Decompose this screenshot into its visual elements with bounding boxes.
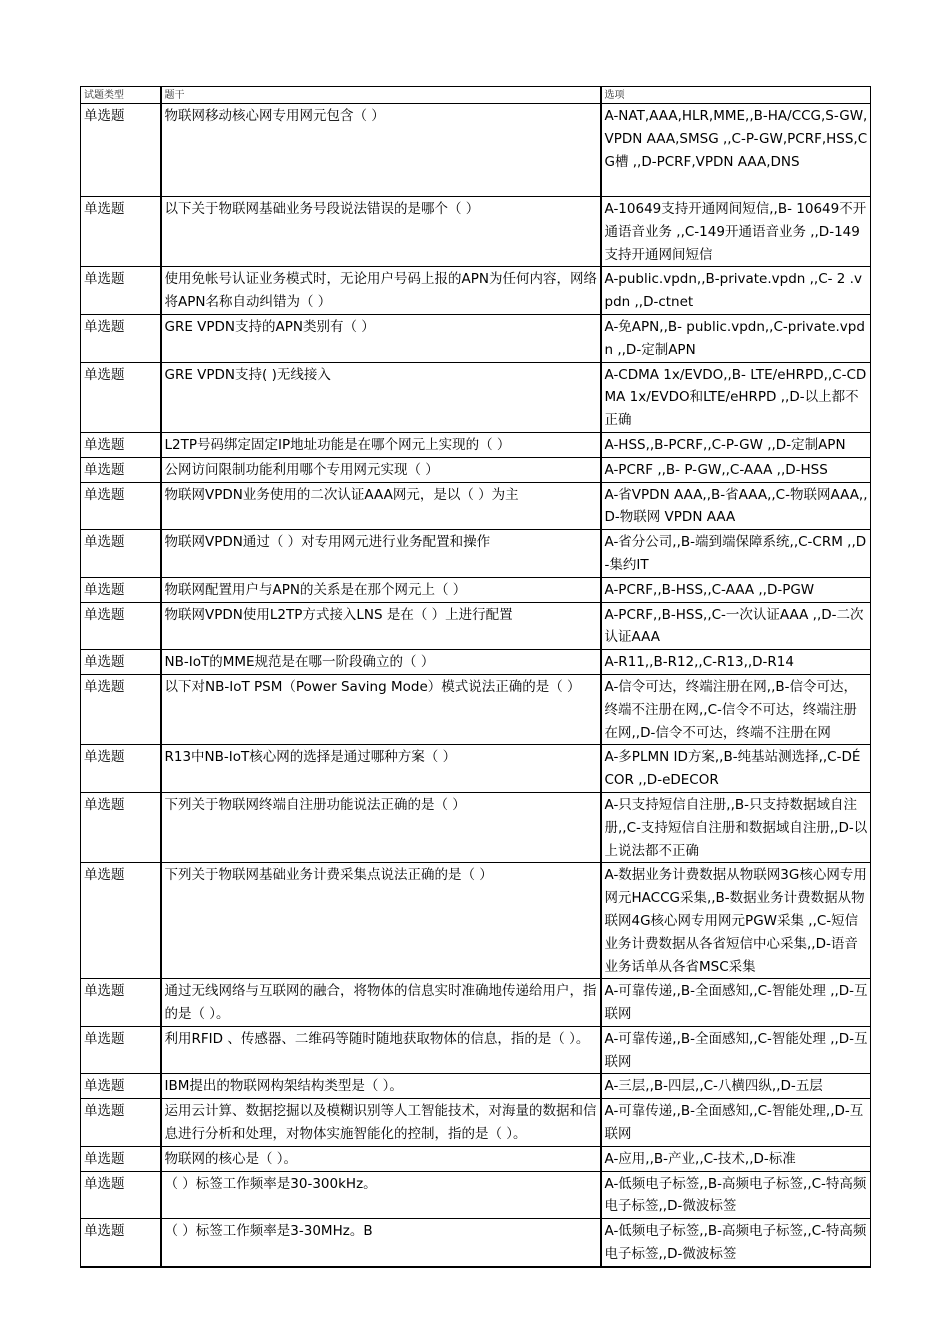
question-table-body: [81, 87, 871, 1267]
question-type-cell: 单选题: [81, 457, 161, 482]
question-stem-cell: 通过无线网络与互联网的融合，将物体的信息实时准确地传递给用户，指的是（ ）。: [161, 979, 601, 1027]
question-options-cell: A-低频电子标签,,B-高频电子标签,,C-特高频电子标签,,D-微波标签: [601, 1171, 871, 1219]
question-type-cell: 单选题: [81, 482, 161, 530]
question-options-cell: A-省分公司,,B-端到端保障系统,,C-CRM ,,D-集约IT: [601, 530, 871, 578]
question-options-cell: A-省VPDN AAA,,B-省AAA,,C-物联网AAA,,D-物联网 VPDN AAA: [601, 482, 871, 530]
question-stem-cell: NB-IoT的MME规范是在哪一阶段确立的（ ）: [161, 650, 601, 675]
question-stem-cell: R13中NB-IoT核心网的选择是通过哪种方案（ ）: [161, 745, 601, 793]
table-row: [81, 314, 871, 362]
question-type-cell: 单选题: [81, 197, 161, 267]
question-stem-cell: 物联网VPDN业务使用的二次认证AAA网元，是以（ ）为主: [161, 482, 601, 530]
question-stem-cell: 下列关于物联网终端自注册功能说法正确的是（ ）: [161, 792, 601, 862]
table-row: [81, 602, 871, 650]
question-options-cell: A-应用,,B-产业,,C-技术,,D-标准: [601, 1146, 871, 1171]
question-type-cell: 单选题: [81, 267, 161, 315]
question-type-cell: 单选题: [81, 1171, 161, 1219]
question-stem-cell: 物联网配置用户与APN的关系是在那个网元上（ ）: [161, 577, 601, 602]
question-options-cell: A-多PLMN ID方案,,B-纯基站测选择,,C-DÉCOR ,,D-eDECOR: [601, 745, 871, 793]
question-options-cell: A-PCRF,,B-HSS,,C-AAA ,,D-PGW: [601, 577, 871, 602]
question-options-cell: A-免APN,,B- public.vpdn,,C-private.vpdn ,,D-定制APN: [601, 314, 871, 362]
question-type-cell: 单选题: [81, 863, 161, 979]
table-row: [81, 1171, 871, 1219]
question-options-cell: A-只支持短信自注册,,B-只支持数据域自注册,,C-支持短信自注册和数据域自注册,,D-以上说法都不正确: [601, 792, 871, 862]
question-options-cell: A-10649支持开通网间短信,,B- 10649不开通语音业务 ,,C-149开通语音业务 ,,D-149支持开通网间短信: [601, 197, 871, 267]
question-type-cell: 单选题: [81, 674, 161, 744]
table-row: [81, 362, 871, 432]
question-type-cell: 单选题: [81, 577, 161, 602]
question-type-cell: 单选题: [81, 602, 161, 650]
question-stem-cell: GRE VPDN支持的APN类别有（ ）: [161, 314, 601, 362]
table-row: [81, 863, 871, 979]
question-options-cell: A-可靠传递,,B-全面感知,,C-智能处理 ,,D-互联网: [601, 1026, 871, 1074]
question-type-cell: 单选题: [81, 432, 161, 457]
table-row: [81, 530, 871, 578]
table-row: [81, 1026, 871, 1074]
question-options-cell: A-PCRF,,B-HSS,,C-一次认证AAA ,,D-二次认证AAA: [601, 602, 871, 650]
question-options-cell: A-三层,,B-四层,,C-八横四纵,,D-五层: [601, 1074, 871, 1099]
question-stem-cell: 运用云计算、数据挖掘以及模糊识别等人工智能技术，对海量的数据和信息进行分析和处理，对物体实施智能化的控制，指的是（ ）。: [161, 1099, 601, 1147]
question-stem-cell: IBM提出的物联网构架结构类型是（ ）。: [161, 1074, 601, 1099]
question-stem-cell: 物联网移动核心网专用网元包含（ ）: [161, 104, 601, 197]
question-options-cell: A-PCRF ,,B- P-GW,,C-AAA ,,D-HSS: [601, 457, 871, 482]
table-row: [81, 745, 871, 793]
question-type-cell: 单选题: [81, 1074, 161, 1099]
table-row: [81, 1074, 871, 1099]
header-options: 选项: [601, 87, 871, 104]
question-options-cell: A-信令可达，终端注册在网,,B-信令可达，终端不注册在网,,C-信令不可达，终端注册在网,,D-信令不可达，终端不注册在网: [601, 674, 871, 744]
question-type-cell: 单选题: [81, 1099, 161, 1147]
header-row: [81, 87, 871, 104]
header-type: 试题类型: [81, 87, 161, 104]
table-row: [81, 457, 871, 482]
question-type-cell: 单选题: [81, 1026, 161, 1074]
table-row: [81, 197, 871, 267]
question-stem-cell: 以下对NB-IoT PSM（Power Saving Mode）模式说法正确的是（ ）: [161, 674, 601, 744]
question-options-cell: A-CDMA 1x/EVDO,,B- LTE/eHRPD,,C-CDMA 1x/EVDO和LTE/eHRPD ,,D-以上都不正确: [601, 362, 871, 432]
question-stem-cell: 公网访问限制功能利用哪个专用网元实现（ ）: [161, 457, 601, 482]
table-row: [81, 104, 871, 197]
question-options-cell: A-可靠传递,,B-全面感知,,C-智能处理,,D-互联网: [601, 1099, 871, 1147]
table-row: [81, 267, 871, 315]
question-type-cell: 单选题: [81, 792, 161, 862]
table-row: [81, 792, 871, 862]
table-row: [81, 482, 871, 530]
question-type-cell: 单选题: [81, 530, 161, 578]
table-row: [81, 674, 871, 744]
table-row: [81, 650, 871, 675]
question-options-cell: A-public.vpdn,,B-private.vpdn ,,C- 2 .vpdn ,,D-ctnet: [601, 267, 871, 315]
question-type-cell: 单选题: [81, 314, 161, 362]
question-stem-cell: L2TP号码绑定固定IP地址功能是在哪个网元上实现的（ ）: [161, 432, 601, 457]
question-type-cell: 单选题: [81, 745, 161, 793]
table-row: [81, 1146, 871, 1171]
question-stem-cell: （ ）标签工作频率是3-30MHz。B: [161, 1219, 601, 1267]
table-row: [81, 1099, 871, 1147]
question-stem-cell: 下列关于物联网基础业务计费采集点说法正确的是（ ）: [161, 863, 601, 979]
question-type-cell: 单选题: [81, 979, 161, 1027]
table-row: [81, 432, 871, 457]
question-options-cell: A-HSS,,B-PCRF,,C-P-GW ,,D-定制APN: [601, 432, 871, 457]
question-stem-cell: GRE VPDN支持( )无线接入: [161, 362, 601, 432]
question-options-cell: A-低频电子标签,,B-高频电子标签,,C-特高频电子标签,,D-微波标签: [601, 1219, 871, 1267]
question-stem-cell: 物联网VPDN通过（ ）对专用网元进行业务配置和操作: [161, 530, 601, 578]
question-options-cell: A-NAT,AAA,HLR,MME,,B-HA/CCG,S-GW,VPDN AAA,SMSG ,,C-P-GW,PCRF,HSS,CG槽 ,,D-PCRF,VPDN AAA,DNS: [601, 104, 871, 197]
question-stem-cell: 物联网的核心是（ ）。: [161, 1146, 601, 1171]
table-row: [81, 577, 871, 602]
question-table: [80, 86, 871, 1268]
question-type-cell: 单选题: [81, 362, 161, 432]
question-stem-cell: 使用免帐号认证业务模式时，无论用户号码上报的APN为任何内容，网络将APN名称自动纠错为（ ）: [161, 267, 601, 315]
question-options-cell: A-R11,,B-R12,,C-R13,,D-R14: [601, 650, 871, 675]
question-options-cell: A-可靠传递,,B-全面感知,,C-智能处理 ,,D-互联网: [601, 979, 871, 1027]
question-type-cell: 单选题: [81, 104, 161, 197]
question-type-cell: 单选题: [81, 650, 161, 675]
question-stem-cell: （ ）标签工作频率是30-300kHz。: [161, 1171, 601, 1219]
question-stem-cell: 以下关于物联网基础业务号段说法错误的是哪个（ ）: [161, 197, 601, 267]
table-row: [81, 979, 871, 1027]
question-stem-cell: 物联网VPDN使用L2TP方式接入LNS 是在（ ）上进行配置: [161, 602, 601, 650]
question-options-cell: A-数据业务计费数据从物联网3G核心网专用网元HACCG采集,,B-数据业务计费数据从物联网4G核心网专用网元PGW采集 ,,C-短信业务计费数据从各省短信中心采集,,D-语音业务话单从各省MSC采集: [601, 863, 871, 979]
question-stem-cell: 利用RFID 、传感器、二维码等随时随地获取物体的信息，指的是（ ）。: [161, 1026, 601, 1074]
header-stem: 题干: [161, 87, 601, 104]
question-type-cell: 单选题: [81, 1146, 161, 1171]
table-row: [81, 1219, 871, 1267]
question-type-cell: 单选题: [81, 1219, 161, 1267]
